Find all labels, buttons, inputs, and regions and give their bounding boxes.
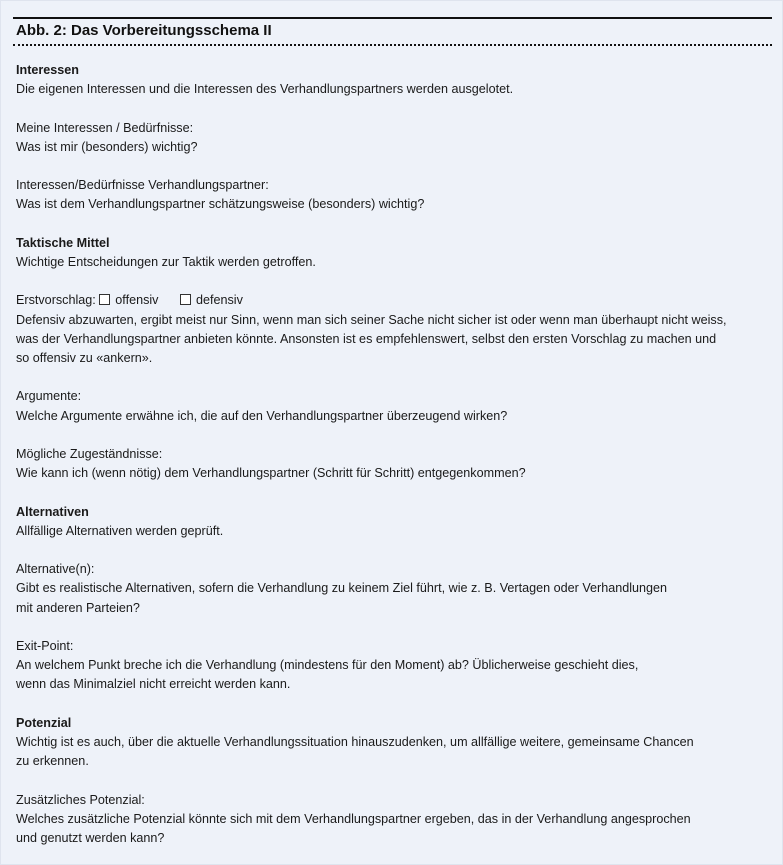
exit-point-label: Exit-Point:: [16, 638, 74, 653]
figure-title: Abb. 2: Das Vorbereitungsschema II: [16, 22, 272, 39]
argumente-question: Welche Argumente erwähne ich, die auf den Verhandlungspartner überzeugend wirken?: [16, 408, 508, 423]
alternativen-intro: Allfällige Alternativen werden geprüft.: [16, 523, 224, 538]
option-offensiv[interactable]: [99, 293, 158, 307]
schema-content: [16, 61, 764, 848]
exit-point-text-line: An welchem Punkt breche ich die Verhandlung (mindestens für den Moment) ab? Üblicherweise geschieht dies,: [16, 658, 639, 673]
zugestaendnisse-label: Mögliche Zugeständnisse:: [16, 446, 163, 461]
option-defensiv[interactable]: [180, 293, 243, 307]
zusaetzliches-potenzial-text-line: Welches zusätzliche Potenzial könnte sich mit dem Verhandlungspartner ergeben, das in der Verhandlung angesprochen: [16, 811, 691, 826]
section-heading-alternativen: Alternativen: [16, 504, 89, 519]
meine-interessen-label: Meine Interessen / Bedürfnisse:: [16, 120, 194, 135]
section-heading-taktik: Taktische Mittel: [16, 235, 110, 250]
top-rule: [13, 17, 772, 19]
erstvorschlag-text-line: was der Verhandlungspartner anbieten könnte. Ansonsten ist es empfehlenswert, selbst den ersten Vorschlag zu machen und: [16, 331, 717, 346]
zusaetzliches-potenzial-label: Zusätzliches Potenzial:: [16, 792, 145, 807]
dotted-rule: [13, 44, 772, 46]
section-heading-interessen: Interessen: [16, 63, 79, 77]
potenzial-intro-line: Wichtig ist es auch, über die aktuelle Verhandlungssituation hinauszudenken, um allfällige weitere, gemeinsame Chancen: [16, 734, 694, 749]
taktik-intro: Wichtige Entscheidungen zur Taktik werden getroffen.: [16, 254, 316, 269]
erstvorschlag-text-line: Defensiv abzuwarten, ergibt meist nur Sinn, wenn man sich seiner Sache nicht sicher ist oder wenn man überhaupt nicht weiss,: [16, 312, 727, 327]
checkbox-defensiv[interactable]: [180, 294, 191, 305]
option-defensiv-label: defensiv: [195, 293, 243, 308]
meine-interessen-question: Was ist mir (besonders) wichtig?: [16, 139, 198, 154]
option-offensiv-label: offensiv: [115, 293, 159, 308]
argumente-label: Argumente:: [16, 389, 82, 404]
section-heading-potenzial: Potenzial: [16, 715, 72, 730]
partner-interessen-question: Was ist dem Verhandlungspartner schätzungsweise (besonders) wichtig?: [16, 197, 425, 212]
checkbox-offensiv[interactable]: [99, 294, 110, 305]
alternativen-label: Alternative(n):: [16, 562, 95, 577]
potenzial-intro-line: zu erkennen.: [16, 754, 89, 769]
alternativen-text-line: mit anderen Parteien?: [16, 600, 140, 615]
interessen-intro: Die eigenen Interessen und die Interessen des Verhandlungspartners werden ausgelotet.: [16, 82, 514, 97]
zusaetzliches-potenzial-text-line: und genutzt werden kann?: [16, 830, 165, 845]
erstvorschlag-text-line: so offensiv zu «ankern».: [16, 350, 153, 365]
exit-point-text-line: wenn das Minimalziel nicht erreicht werden kann.: [16, 677, 291, 692]
alternativen-text-line: Gibt es realistische Alternativen, sofern die Verhandlung zu keinem Ziel führt, wie z. B. Vertagen oder Verhandlungen: [16, 581, 668, 596]
erstvorschlag-label: Erstvorschlag:: [16, 293, 96, 308]
partner-interessen-label: Interessen/Bedürfnisse Verhandlungspartner:: [16, 178, 269, 193]
zugestaendnisse-question: Wie kann ich (wenn nötig) dem Verhandlungspartner (Schritt für Schritt) entgegenkommen?: [16, 466, 526, 481]
erstvorschlag-row: [16, 291, 764, 310]
